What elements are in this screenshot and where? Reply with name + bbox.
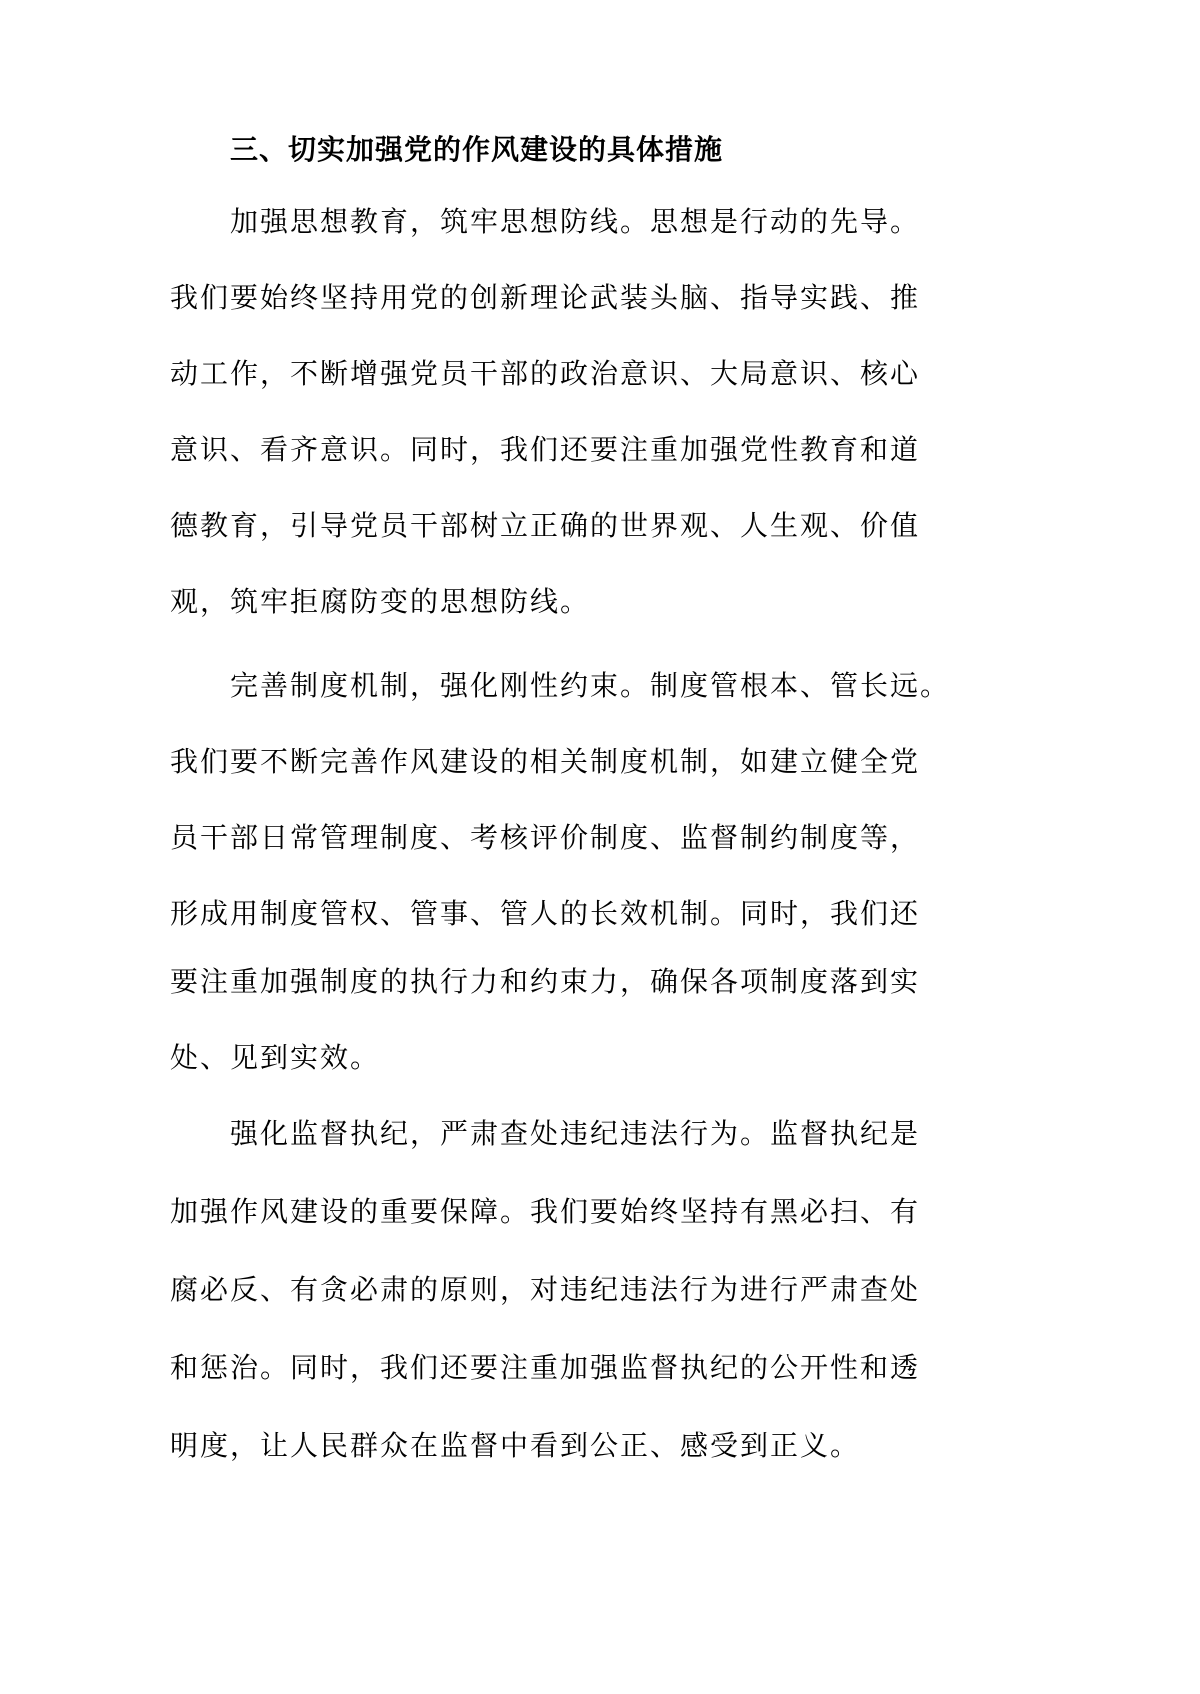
paragraph-3-line-1: 强化监督执纪，严肃查处违纪违法行为。监督执纪是 [230,1117,921,1150]
paragraph-1-line-3: 动工作，不断增强党员干部的政治意识、大局意识、核心 [170,357,921,390]
paragraph-2-line-1: 完善制度机制，强化刚性约束。制度管根本、管长远。 [230,669,951,702]
paragraph-1-line-2: 我们要始终坚持用党的创新理论武装头脑、指导实践、推 [170,281,921,314]
paragraph-3-line-5: 明度，让人民群众在监督中看到公正、感受到正义。 [170,1429,861,1462]
paragraph-2-line-4: 形成用制度管权、管事、管人的长效机制。同时，我们还 [170,897,921,930]
paragraph-2-line-3: 员干部日常管理制度、考核评价制度、监督制约制度等， [170,821,921,854]
paragraph-2-line-2: 我们要不断完善作风建设的相关制度机制，如建立健全党 [170,745,921,778]
paragraph-1-line-5: 德教育，引导党员干部树立正确的世界观、人生观、价值 [170,509,921,542]
paragraph-2-line-6: 处、见到实效。 [170,1041,381,1074]
paragraph-3-line-2: 加强作风建设的重要保障。我们要始终坚持有黑必扫、有 [170,1195,921,1228]
paragraph-3-line-3: 腐必反、有贪必肃的原则，对违纪违法行为进行严肃查处 [170,1273,921,1306]
paragraph-1-line-1: 加强思想教育，筑牢思想防线。思想是行动的先导。 [230,205,921,238]
paragraph-1-line-6: 观，筑牢拒腐防变的思想防线。 [170,585,591,618]
paragraph-3-line-4: 和惩治。同时，我们还要注重加强监督执纪的公开性和透 [170,1351,921,1384]
paragraph-1-line-4: 意识、看齐意识。同时，我们还要注重加强党性教育和道 [170,433,921,466]
paragraph-2-line-5: 要注重加强制度的执行力和约束力，确保各项制度落到实 [170,965,921,998]
section-heading: 三、切实加强党的作风建设的具体措施 [230,133,724,166]
